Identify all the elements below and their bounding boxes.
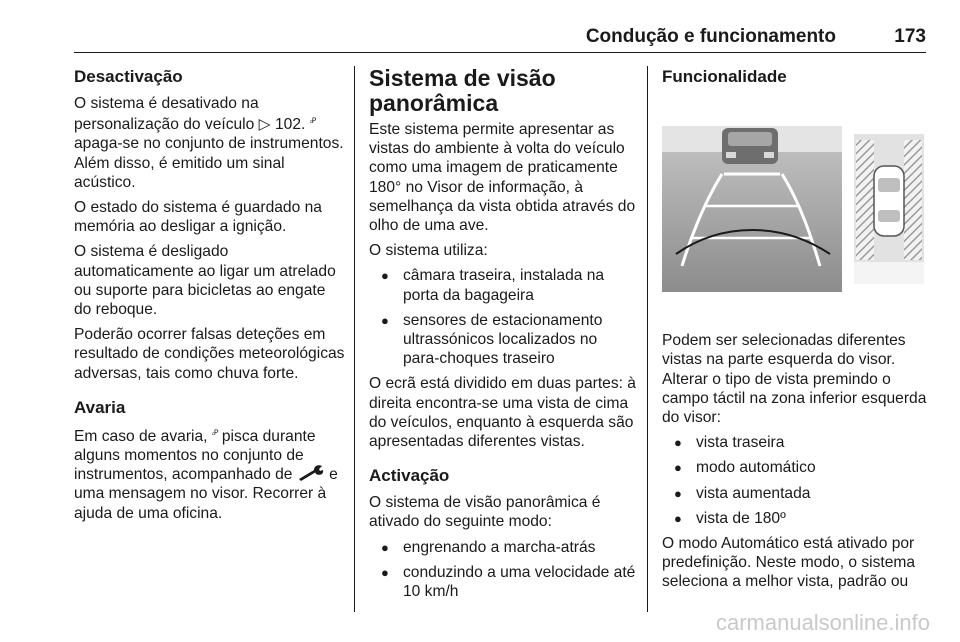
parking-sensor-icon: ▫ᴾ — [309, 117, 316, 129]
panoramic-camera-illustration — [662, 126, 926, 292]
rear-camera-view — [662, 126, 842, 292]
paragraph: O estado do sistema é guardado na memória ao desligar a ignição. — [74, 199, 322, 236]
text: O sistema é desativado na personalização do veículo — [74, 95, 259, 134]
chapter-title: Condução e funcionamento — [585, 26, 836, 47]
paragraph: Podem ser selecionadas diferentes vistas na parte esquerda do visor. Alterar o tipo de vista premindo o campo táctil na zona inferior esquerda do visor: — [662, 332, 927, 427]
list-item: ● câmara traseira, instalada na porta da bagageira — [369, 266, 637, 304]
list-item: ● vista traseira — [662, 433, 928, 452]
heading-panoramic-system: Sistema de visão panorâmica — [369, 65, 556, 116]
column-divider — [647, 66, 648, 612]
page-header — [74, 24, 926, 53]
parking-sensor-icon: ▫ᴾ — [211, 428, 218, 440]
text: apaga-se no conjunto de instrumentos. Além disso, é emitido um sinal acústico. — [74, 135, 344, 191]
paragraph — [74, 94, 346, 192]
list-item: ● modo automático — [662, 458, 928, 477]
paragraph — [74, 425, 346, 523]
paragraph: O ecrã está dividido em duas partes: à direita encontra-se uma vista de cima do veículos, enquanto à esquerda são apresentadas diferentes vistas. — [369, 375, 636, 451]
list-item: ● engrenando a marcha-atrás — [369, 538, 637, 557]
watermark: carmanualsonline.info — [715, 610, 930, 635]
page-number: 173 — [894, 26, 926, 47]
list-item: ● vista aumentada — [662, 484, 928, 503]
paragraph: Poderão ocorrer falsas deteções em resultado de condições meteorológicas adversas, tais como chuva forte. — [74, 326, 345, 382]
text: Em caso de avaria, — [74, 427, 212, 445]
column-middle — [369, 66, 637, 607]
view-types-list — [662, 433, 928, 528]
list-item: ● vista de 180º — [662, 509, 928, 528]
paragraph: Este sistema permite apresentar as vistas do ambiente à volta do veículo como uma imagem de praticamente 180° no Visor de informação, à semelhança da vista obtida através do olho de uma ave. — [369, 121, 636, 235]
heading-deactivation: Desactivação — [74, 67, 183, 86]
column-divider — [354, 66, 355, 612]
heading-activation: Activação — [369, 466, 450, 486]
text: e uma mensagem no visor. Recorrer à ajuda de uma oficina. — [74, 466, 338, 522]
text: pisca durante alguns momentos no conjunto de instrumentos, acompanhado de — [74, 427, 316, 484]
uses-list — [369, 266, 637, 368]
top-view — [852, 126, 926, 292]
wrench-icon — [297, 465, 325, 481]
heading-functionality: Funcionalidade — [662, 67, 787, 86]
paragraph: O sistema de visão panorâmica é ativado do seguinte modo: — [369, 494, 601, 531]
paragraph: O sistema é desligado automaticamente ao ligar um atrelado ou suporte para bicicletas ao engate do reboque. — [74, 243, 336, 319]
activation-list — [369, 538, 637, 602]
column-left — [74, 66, 346, 529]
text: 102. — [270, 116, 310, 134]
paragraph: O modo Automático está ativado por predefinição. Neste modo, o sistema seleciona a melhor vista, padrão ou — [662, 535, 916, 591]
list-item: ● conduzindo a uma velocidade até 10 km/h — [369, 563, 637, 601]
page-ref-icon: ▷ — [258, 116, 271, 134]
list-item: ● sensores de estacionamento ultrassónicos localizados no para-choques traseiro — [369, 311, 637, 369]
heading-fault: Avaria — [74, 397, 126, 417]
paragraph: O sistema utiliza: — [369, 242, 488, 260]
column-right — [662, 66, 928, 598]
